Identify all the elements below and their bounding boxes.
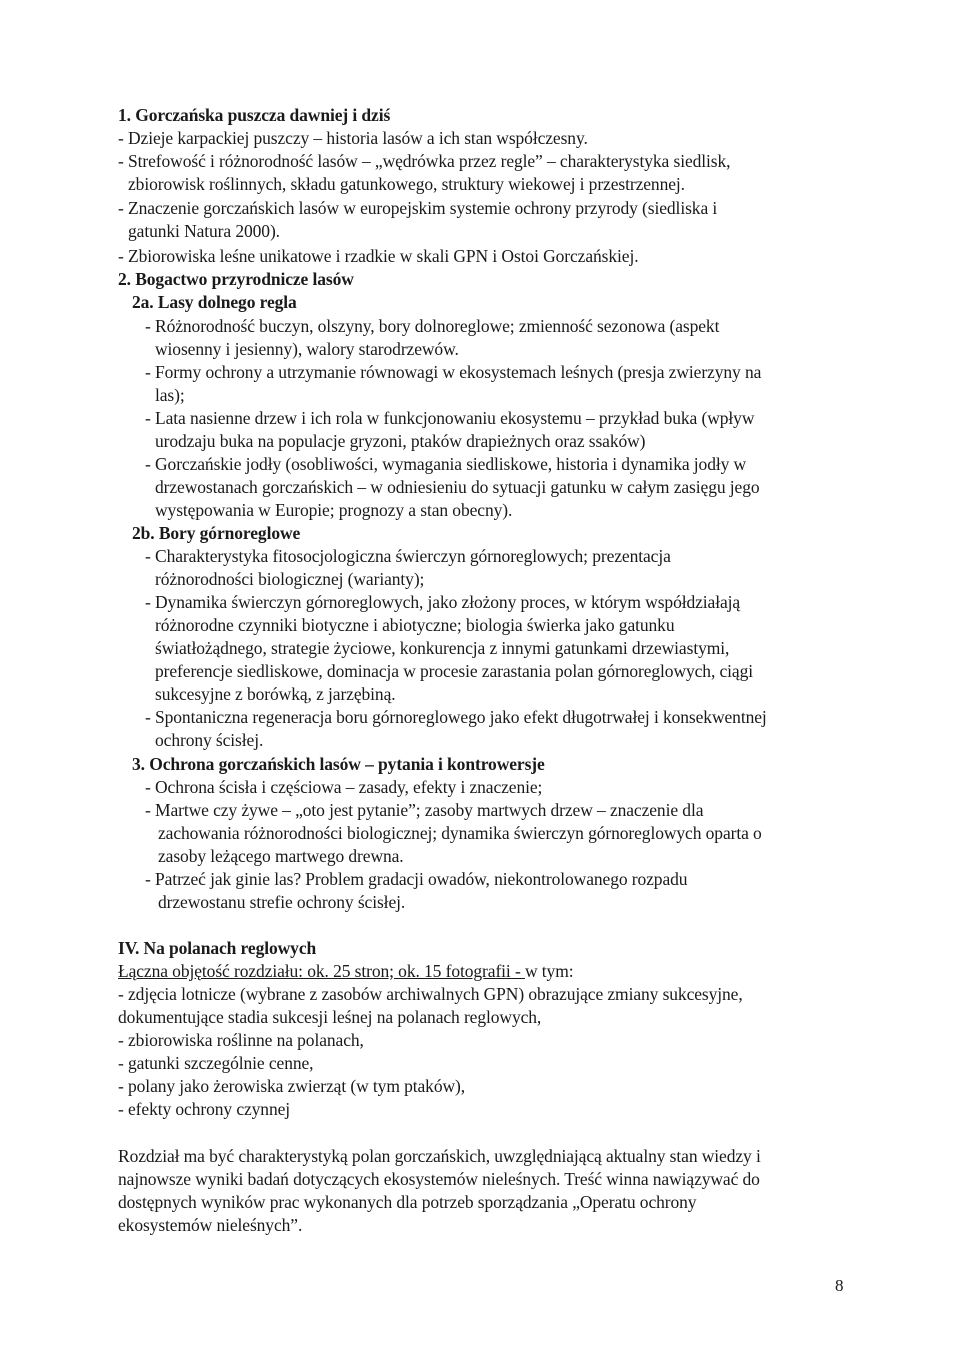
section-2a-heading: 2a. Lasy dolnego regla xyxy=(132,292,297,312)
volume-rest: w tym: xyxy=(524,961,574,981)
section-2a-line: urodzaju buka na populacje gryzoni, ptaków drapieżnych oraz ssaków) xyxy=(155,431,646,451)
section-1-line: - Strefowość i różnorodność lasów – „wędrówka przez regle” – charakterystyka siedlisk, xyxy=(118,151,731,171)
section-4-line: dokumentujące stadia sukcesji leśnej na polanach reglowych, xyxy=(118,1007,542,1027)
section-2b-line: - Spontaniczna regeneracja boru górnoreglowego jako efekt długotrwałej i konsekwentnej xyxy=(145,707,767,727)
volume-underlined: Łączna objętość rozdziału: ok. 25 stron; ok. 15 fotografii - xyxy=(118,961,525,981)
section-1-line: - Dzieje karpackiej puszczy – historia lasów a ich stan współczesny. xyxy=(118,128,588,148)
closing-paragraph-line: Rozdział ma być charakterystyką polan gorczańskich, uwzględniającą aktualny stan wiedzy i xyxy=(118,1146,761,1166)
section-2b-line: różnorodne czynniki biotyczne i abiotyczne; biologia świerka jako gatunku xyxy=(155,615,675,635)
section-2b-line: światłożądnego, strategie życiowe, konkurencja z innymi gatunkami drzewiastymi, xyxy=(155,638,730,658)
section-2a-line: drzewostanach gorczańskich – w odniesieniu do sytuacji gatunku w całym zasięgu jego xyxy=(155,477,760,497)
section-1-line: - Zbiorowiska leśne unikatowe i rzadkie w skali GPN i Ostoi Gorczańskiej. xyxy=(118,246,639,266)
section-2b-line: różnorodności biologicznej (warianty); xyxy=(155,569,425,589)
closing-paragraph-line: najnowsze wyniki badań dotyczących ekosystemów nieleśnych. Treść winna nawiązywać do xyxy=(118,1169,760,1189)
section-4-line: - gatunki szczególnie cenne, xyxy=(118,1053,314,1073)
section-4-heading: IV. Na polanach reglowych xyxy=(118,938,317,958)
section-4-line: - zbiorowiska roślinne na polanach, xyxy=(118,1030,364,1050)
section-2a-line: wiosenny i jesienny), walory starodrzewów. xyxy=(155,339,459,359)
section-2b-line: - Charakterystyka fitosocjologiczna świerczyn górnoreglowych; prezentacja xyxy=(145,546,671,566)
section-1-heading: 1. Gorczańska puszcza dawniej i dziś xyxy=(118,105,391,125)
closing-paragraph-line: dostępnych wyników prac wykonanych dla potrzeb sporządzania „Operatu ochrony xyxy=(118,1192,697,1212)
section-3-line: - Patrzeć jak ginie las? Problem gradacji owadów, niekontrolowanego rozpadu xyxy=(145,869,688,889)
section-3-heading: 3. Ochrona gorczańskich lasów – pytania i kontrowersje xyxy=(132,754,545,774)
section-2b-heading: 2b. Bory górnoreglowe xyxy=(132,523,301,543)
section-2a-line: - Gorczańskie jodły (osobliwości, wymagania siedliskowe, historia i dynamika jodły w xyxy=(145,454,747,474)
section-2b-line: sukcesyjne z borówką, z jarzębiną. xyxy=(155,684,396,704)
section-4-line: - efekty ochrony czynnej xyxy=(118,1099,291,1119)
section-2a-line: występowania w Europie; prognozy a stan obecny). xyxy=(155,500,513,520)
section-3-line: drzewostanu strefie ochrony ścisłej. xyxy=(158,892,406,912)
section-3-line: - Martwe czy żywe – „oto jest pytanie”; zasoby martwych drzew – znaczenie dla xyxy=(145,800,704,820)
section-4-line: - polany jako żerowiska zwierząt (w tym ptaków), xyxy=(118,1076,466,1096)
section-1-line: zbiorowisk roślinnych, składu gatunkowego, struktury wiekowej i przestrzennej. xyxy=(128,174,685,194)
section-2a-line: - Lata nasienne drzew i ich rola w funkcjonowaniu ekosystemu – przykład buka (wpływ xyxy=(145,408,755,428)
section-4-line: - zdjęcia lotnicze (wybrane z zasobów archiwalnych GPN) obrazujące zmiany sukcesyjne, xyxy=(118,984,743,1004)
section-3-line: zachowania różnorodności biologicznej; dynamika świerczyn górnoreglowych oparta o xyxy=(158,823,762,843)
closing-paragraph-line: ekosystemów nieleśnych”. xyxy=(118,1215,303,1235)
section-3-line: zasoby leżącego martwego drewna. xyxy=(158,846,404,866)
section-2b-line: ochrony ścisłej. xyxy=(155,730,264,750)
page-number: 8 xyxy=(835,1276,844,1295)
section-2a-line: - Formy ochrony a utrzymanie równowagi w ekosystemach leśnych (presja zwierzyny na xyxy=(145,362,762,382)
section-2b-line: - Dynamika świerczyn górnoreglowych, jako złożony proces, w którym współdziałają xyxy=(145,592,741,612)
section-4-volume xyxy=(118,960,573,982)
section-2a-line: las); xyxy=(155,385,185,405)
section-2b-line: preferencje siedliskowe, dominacja w procesie zarastania polan górnoreglowych, ciągi xyxy=(155,661,754,681)
section-1-line: gatunki Natura 2000). xyxy=(128,221,280,241)
section-2a-line: - Różnorodność buczyn, olszyny, bory dolnoreglowe; zmienność sezonowa (aspekt xyxy=(145,316,720,336)
section-1-line: - Znaczenie gorczańskich lasów w europejskim systemie ochrony przyrody (siedliska i xyxy=(118,198,718,218)
section-3-line: - Ochrona ścisła i częściowa – zasady, efekty i znaczenie; xyxy=(145,777,543,797)
section-2-heading: 2. Bogactwo przyrodnicze lasów xyxy=(118,269,354,289)
